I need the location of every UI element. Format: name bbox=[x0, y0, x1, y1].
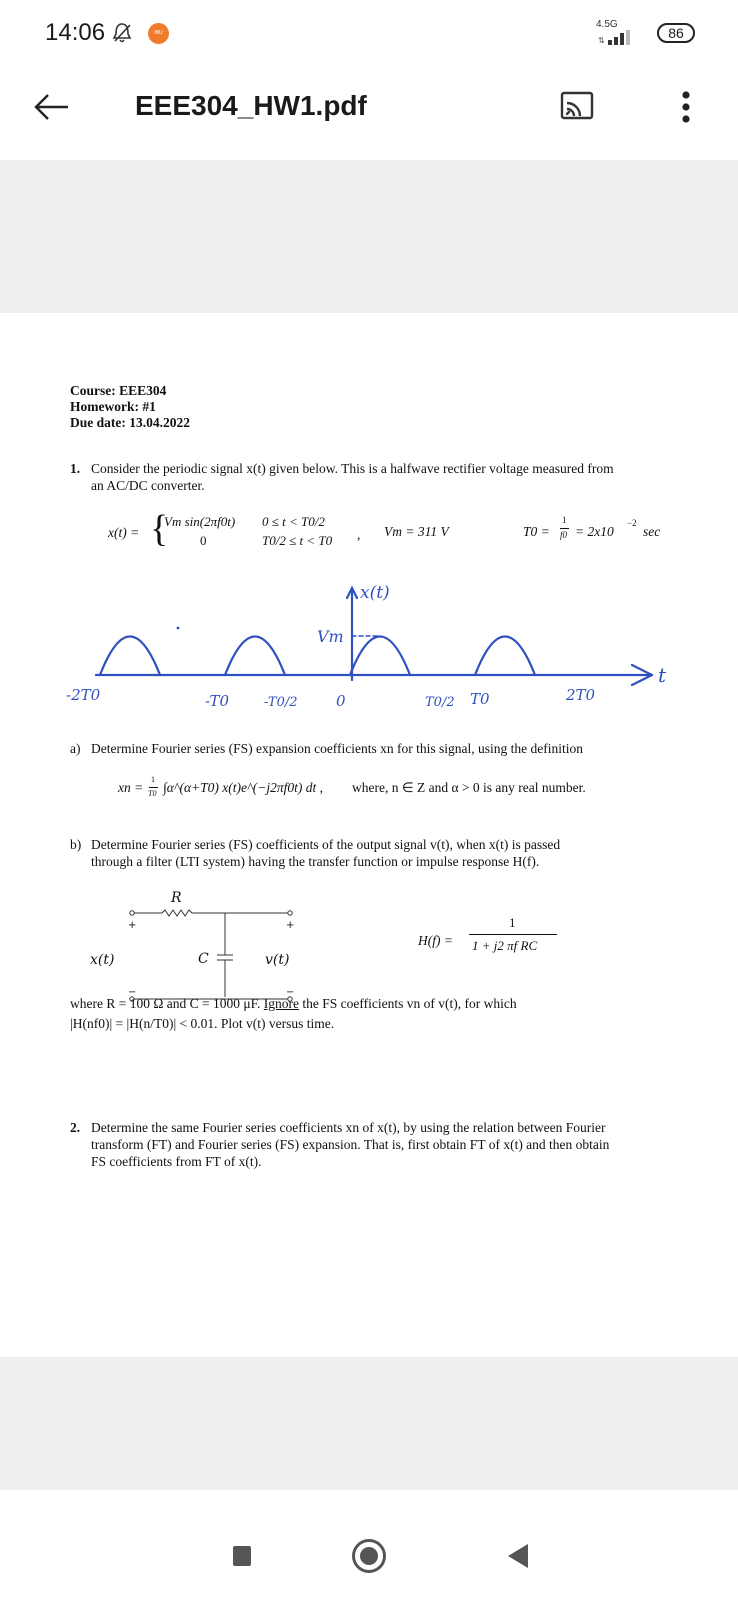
qb-text-line1: Determine Fourier series (FS) coefficients of the output signal v(t), when x(t) is passed bbox=[91, 837, 561, 852]
q1-text-line1: Consider the periodic signal x(t) given below. This is a halfwave rectifier voltage measured from bbox=[91, 461, 614, 476]
q1-number: 1. bbox=[70, 461, 81, 476]
half-sine-pulse-4 bbox=[475, 637, 535, 676]
more-vert-icon[interactable] bbox=[680, 90, 692, 126]
circuit-r-label: R bbox=[171, 890, 182, 906]
tick-minus-2T0: -2T0 bbox=[66, 686, 101, 704]
qa-label: a) bbox=[70, 741, 81, 756]
pdf-page bbox=[0, 313, 738, 1357]
case1-value: Vm sin(2πf0t) bbox=[164, 514, 236, 529]
q2-text-line3: FS coefficients from FT of x(t). bbox=[91, 1154, 262, 1169]
signal-plot bbox=[60, 568, 700, 723]
input-plus: + bbox=[128, 920, 137, 931]
notification-muted-icon bbox=[112, 21, 132, 45]
qb-where-line1 bbox=[70, 996, 517, 1012]
output-plus: + bbox=[286, 920, 295, 931]
q2-text-line1: Determine the same Fourier series coefficients xn of x(t), by using the relation between Fourier bbox=[91, 1120, 606, 1135]
qa-frac-bar bbox=[149, 787, 158, 788]
page-gap-bottom bbox=[0, 1357, 738, 1490]
tick-minus-T0-half: -T0/2 bbox=[264, 695, 298, 710]
qb-where-part-b: the FS coefficients vn of v(t), for which bbox=[299, 996, 517, 1011]
input-terminal-top bbox=[130, 911, 134, 915]
svg-text:⇅: ⇅ bbox=[598, 36, 605, 45]
qa-text: Determine Fourier series (FS) expansion coefficients xn for this signal, using the definition bbox=[91, 741, 584, 756]
resistor bbox=[162, 910, 192, 916]
battery-indicator: 86 bbox=[657, 23, 695, 43]
hf-frac-bar bbox=[469, 934, 557, 935]
qa-frac-den: T0 bbox=[148, 789, 157, 798]
hf-lhs: H(f) = bbox=[418, 933, 453, 948]
q2-text-line2: transform (FT) and Fourier series (FS) expansion. That is, first obtain FT of x(t) and then obtain bbox=[91, 1137, 610, 1152]
page-gap-top bbox=[0, 160, 738, 313]
t0-exp: −2 bbox=[627, 518, 637, 528]
half-sine-pulse-3 bbox=[350, 637, 410, 676]
home-circle-icon[interactable] bbox=[352, 1539, 386, 1573]
signal-lhs: x(t) = bbox=[108, 525, 140, 540]
stray-dot bbox=[177, 627, 180, 630]
q2-number: 2. bbox=[70, 1120, 81, 1135]
hf-num: 1 bbox=[509, 915, 516, 930]
due-date-line: Due date: 13.04.2022 bbox=[70, 415, 190, 430]
x-axis-arrow bbox=[632, 665, 652, 675]
qb-text-line2: through a filter (LTI system) having the transfer function or impulse response H(f). bbox=[91, 854, 540, 869]
circuit-input-label: x(t) bbox=[90, 952, 115, 968]
app-bar bbox=[0, 75, 738, 160]
case1-condition: 0 ≤ t < T0/2 bbox=[262, 514, 325, 529]
qb-label: b) bbox=[70, 837, 82, 852]
q1-text-line2: an AC/DC converter. bbox=[91, 478, 205, 493]
tick-T0: T0 bbox=[470, 690, 490, 708]
qa-formula-lhs: xn = bbox=[118, 780, 144, 795]
circuit-output-label: v(t) bbox=[265, 952, 290, 968]
output-minus: − bbox=[286, 987, 295, 998]
tick-zero: 0 bbox=[336, 692, 346, 710]
plot-vm-label: Vm bbox=[317, 627, 344, 646]
t0-lhs: T0 = bbox=[523, 524, 550, 539]
tick-T0-half: T0/2 bbox=[425, 695, 455, 710]
circuit-c-label: C bbox=[198, 951, 209, 967]
tick-minus-T0: -T0 bbox=[205, 692, 230, 710]
tick-2T0: 2T0 bbox=[566, 686, 596, 704]
network-type: 4.5G bbox=[596, 19, 618, 30]
half-sine-pulse-2 bbox=[225, 637, 285, 676]
cast-icon[interactable] bbox=[560, 90, 594, 122]
case2-condition: T0/2 ≤ t < T0 bbox=[262, 533, 333, 548]
t0-frac-bar bbox=[560, 528, 569, 529]
homework-line: Homework: #1 bbox=[70, 399, 156, 414]
qb-where-line2: |H(nf0)| = |H(n/T0)| < 0.01. Plot v(t) versus time. bbox=[70, 1016, 335, 1031]
back-triangle-icon[interactable] bbox=[507, 1543, 529, 1569]
vm-definition: Vm = 311 V bbox=[384, 524, 449, 539]
brace: { bbox=[150, 508, 169, 550]
signal-strength-icon bbox=[598, 30, 634, 46]
qa-formula-body: ∫α^(α+T0) x(t)e^(−j2πf0t) dt , bbox=[163, 780, 323, 795]
qa-where: where, n ∈ Z and α > 0 is any real number. bbox=[352, 780, 586, 795]
t0-den: f0 bbox=[560, 530, 568, 540]
plot-xlabel: t bbox=[658, 663, 667, 687]
t0-num: 1 bbox=[562, 515, 567, 525]
qa-frac-num: 1 bbox=[151, 775, 155, 784]
recents-square-icon[interactable] bbox=[233, 1546, 251, 1566]
case2-value: 0 bbox=[200, 533, 207, 548]
plot-ylabel: x(t) bbox=[360, 583, 390, 603]
rc-circuit-diagram bbox=[85, 883, 345, 1013]
half-sine-pulse-1 bbox=[100, 637, 160, 676]
app-notification-icon bbox=[148, 23, 169, 44]
input-minus: − bbox=[128, 987, 137, 998]
back-arrow-icon[interactable] bbox=[32, 92, 70, 122]
x-axis-arrow-lower bbox=[632, 675, 652, 685]
qb-where-part-a: where R = 100 Ω and C = 1000 μF. bbox=[70, 996, 264, 1011]
hf-den: 1 + j2 πf RC bbox=[472, 938, 538, 953]
course-line: Course: EEE304 bbox=[70, 383, 167, 398]
t0-unit: sec bbox=[643, 524, 661, 539]
status-time: 14:06 bbox=[45, 19, 106, 46]
app-notification-label: IBU bbox=[154, 30, 163, 36]
qb-where-ignore: Ignore bbox=[263, 996, 300, 1011]
nav-bar bbox=[0, 1490, 738, 1600]
t0-rhs: = 2x10 bbox=[575, 524, 614, 539]
comma-separator: , bbox=[357, 527, 361, 542]
file-title: EEE304_HW1.pdf bbox=[135, 90, 367, 121]
status-bar bbox=[0, 0, 738, 70]
output-terminal-top bbox=[288, 911, 292, 915]
